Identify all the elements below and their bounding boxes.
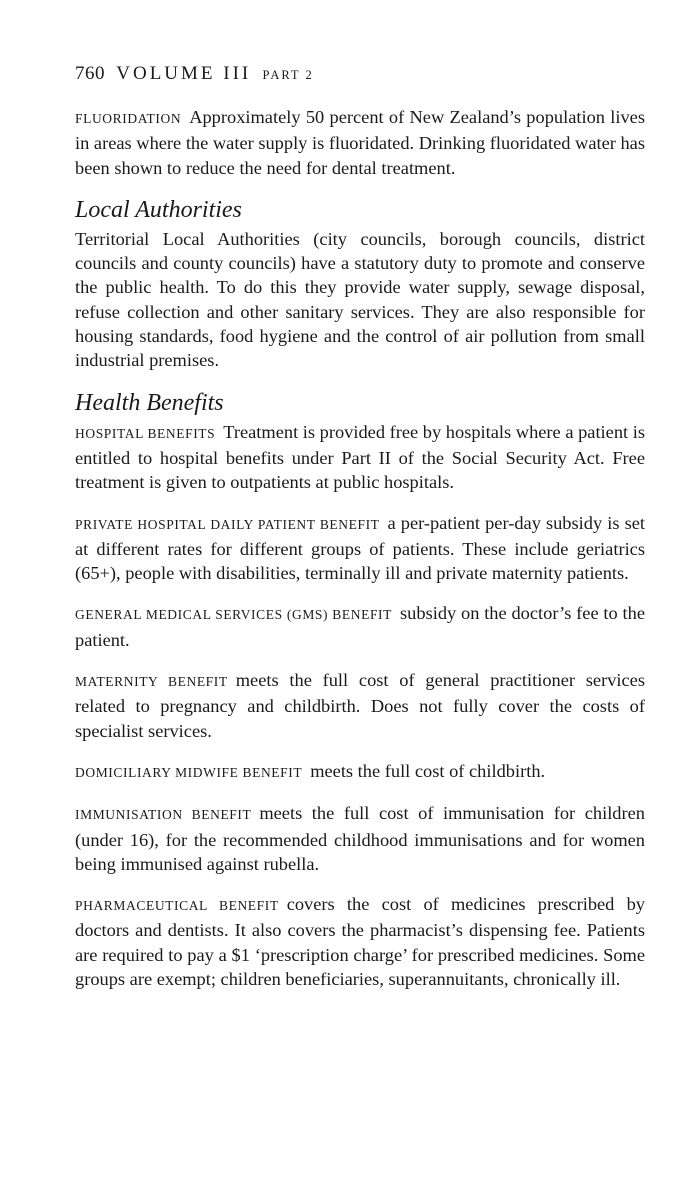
volume-label: VOLUME III <box>116 63 252 84</box>
fluoridation-paragraph <box>75 105 645 180</box>
benefit-text: meets the full cost of general practitioner services related to pregnancy and childbirth. Does not fully cover the costs of specialist services. <box>75 670 645 741</box>
benefit-text: meets the full cost of immunisation for children (under 16), for the recommended childhood immunisations and for women being immunised against rubella. <box>75 803 645 874</box>
gms-benefit-entry <box>75 601 645 652</box>
benefit-paragraph <box>75 892 645 991</box>
benefit-paragraph <box>75 511 645 586</box>
health-benefits-section <box>75 389 645 992</box>
pharmaceutical-benefit-entry <box>75 892 645 991</box>
benefit-paragraph <box>75 801 645 876</box>
health-benefits-heading: Health Benefits <box>75 389 224 416</box>
benefit-paragraph <box>75 759 645 785</box>
local-authorities-paragraph: Territorial Local Authorities (city councils, borough councils, district councils and county councils) have a statutory duty to promote and conserve the public health. To do this they provide water supply, sewage disposal, refuse collection and other sanitary services. They are also responsible for housing standards, food hygiene and the control of air pollution from small industrial premises. <box>75 228 645 371</box>
private-hospital-benefit-entry <box>75 511 645 586</box>
benefit-label: HOSPITAL BENEFITS <box>75 425 216 441</box>
part-label: PART 2 <box>262 68 314 82</box>
running-head <box>75 60 645 89</box>
benefit-text: Treatment is provided free by hospitals where a patient is entitled to hospital benefits under Part II of the Social Security Act. Free treatment is given to outpatients at public hospitals. <box>75 421 645 493</box>
benefit-label: DOMICILIARY MIDWIFE BENEFIT <box>75 764 303 780</box>
benefit-paragraph <box>75 601 645 652</box>
benefit-label: IMMUNISATION BENEFIT <box>75 807 252 823</box>
hospital-benefits-entry <box>75 420 645 495</box>
fluoridation-entry <box>75 105 645 180</box>
fluoridation-text: Approximately 50 percent of New Zealand’s population lives in areas where the water supply is fluoridated. Drinking fluoridated water has been shown to reduce the need for dental treatment. <box>75 107 645 178</box>
local-authorities-section <box>75 196 645 373</box>
page-number: 760 <box>75 63 105 84</box>
maternity-benefit-entry <box>75 668 645 743</box>
domiciliary-midwife-benefit-entry <box>75 759 645 785</box>
benefit-paragraph <box>75 668 645 743</box>
benefit-paragraph <box>75 420 645 495</box>
benefit-text: covers the cost of medicines prescribed by doctors and dentists. It also covers the pharmacist’s dispensing fee. Patients are required to pay a $1 ‘prescription charge’ for prescribed medicines. Some groups are exempt; children beneficiaries, superannuitants, chronically ill. <box>75 894 645 990</box>
benefit-label: GENERAL MEDICAL SERVICES (GMS) BENEFIT <box>75 607 393 623</box>
benefit-label: PRIVATE HOSPITAL DAILY PATIENT BENEFIT <box>75 516 380 532</box>
benefit-label: PHARMACEUTICAL BENEFIT <box>75 898 279 914</box>
benefit-label: MATERNITY BENEFIT <box>75 674 228 690</box>
page <box>75 60 645 1007</box>
local-authorities-entry <box>75 227 645 373</box>
local-authorities-heading: Local Authorities <box>75 196 242 223</box>
benefit-text: a per-patient per-day subsidy is set at different rates for different groups of patients. These include geriatrics (65+), people with disabilities, terminally ill and private maternity patients. <box>75 512 645 584</box>
benefit-text: subsidy on the doctor’s fee to the patient. <box>75 603 645 650</box>
immunisation-benefit-entry <box>75 801 645 876</box>
benefit-text: meets the full cost of childbirth. <box>310 760 546 781</box>
fluoridation-label: FLUORIDATION <box>75 111 182 126</box>
